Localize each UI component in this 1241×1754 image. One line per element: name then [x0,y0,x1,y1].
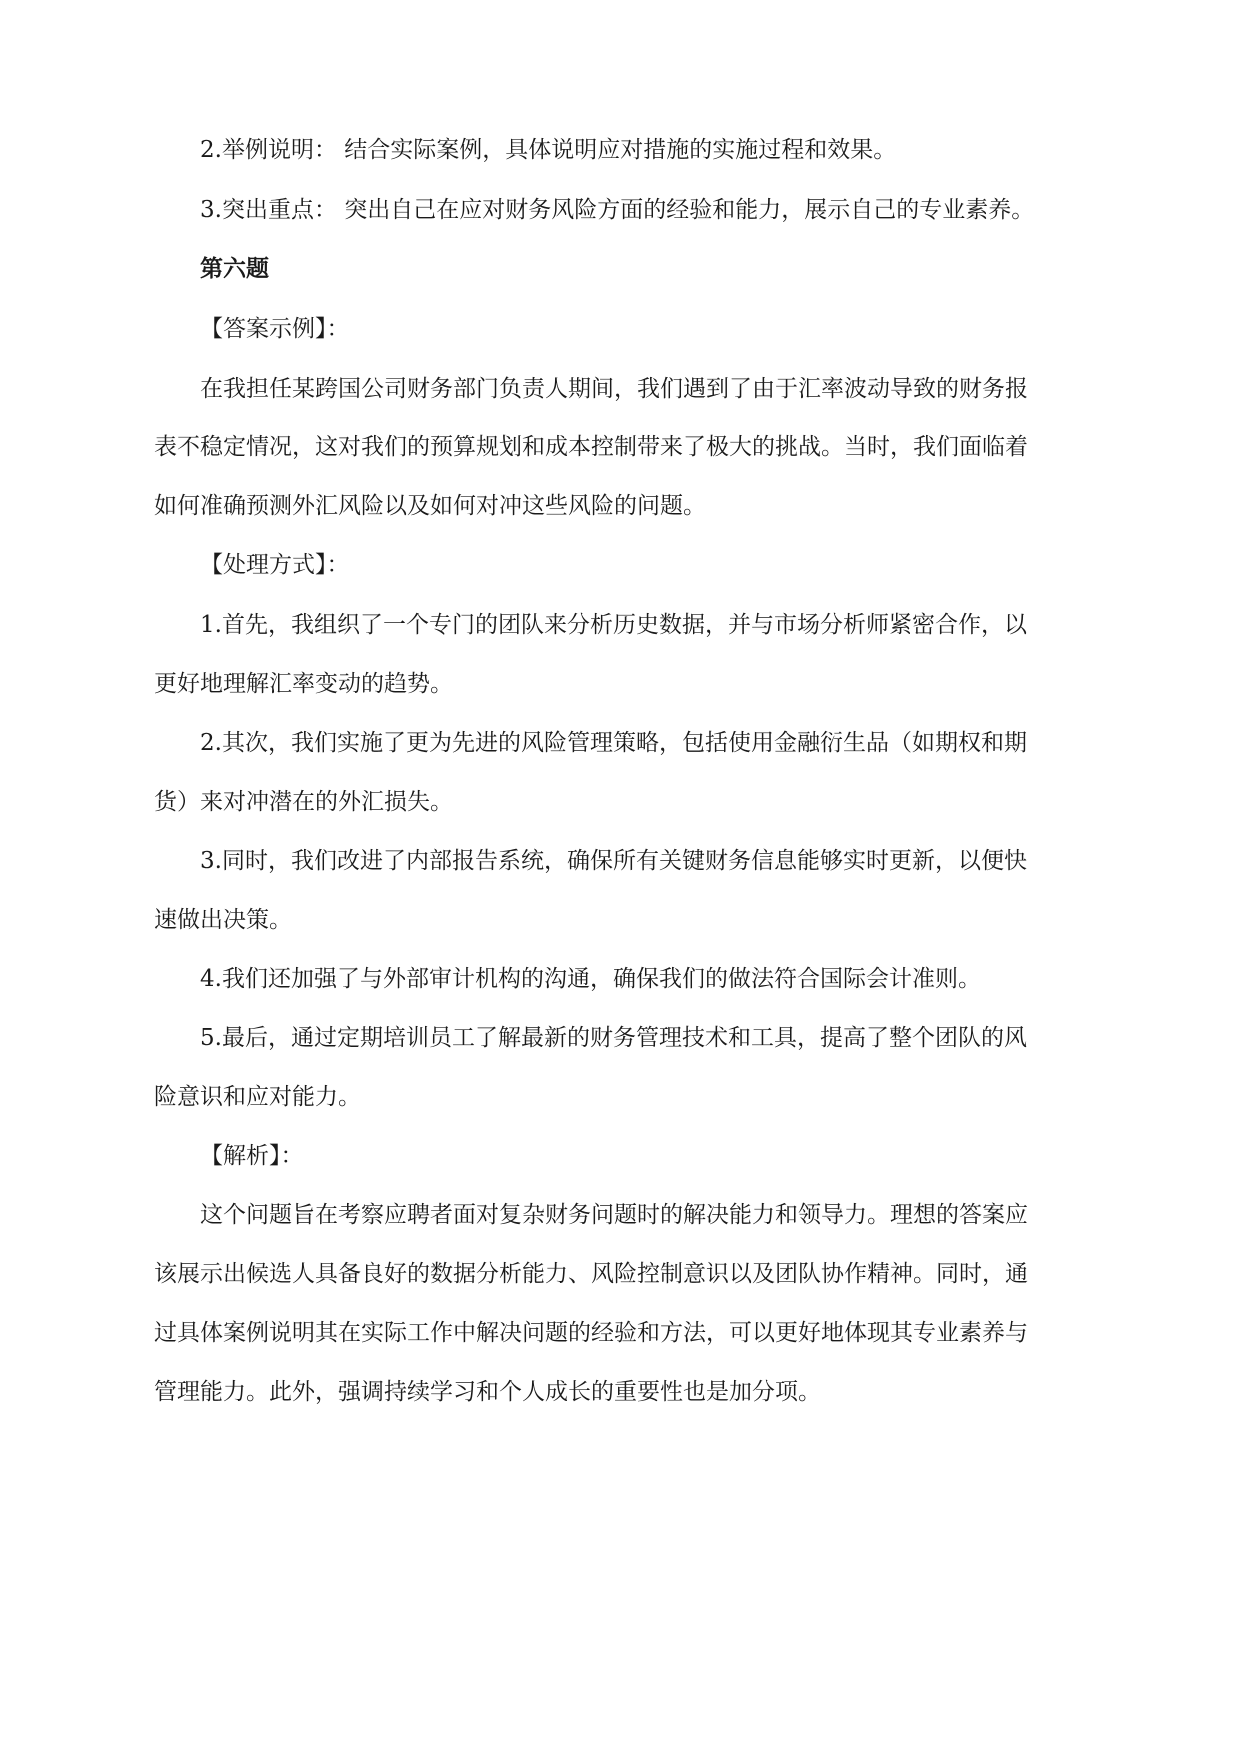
question-six-heading: 第六题 [200,255,269,282]
analysis-paragraph-line: 这个问题旨在考察应聘者面对复杂财务问题时的解决能力和领导力。理想的答案应 [200,1202,1028,1228]
analysis-paragraph-line: 该展示出候选人具备良好的数据分析能力、风险控制意识以及团队协作精神。同时，通 [154,1261,1028,1287]
handling-step-1: 1.首先，我组织了一个专门的团队来分析历史数据，并与市场分析师紧密合作，以 [200,612,1027,638]
answer-paragraph-line: 在我担任某跨国公司财务部门负责人期间，我们遇到了由于汇率波动导致的财务报 [200,376,1028,402]
point-2-example: 2.举例说明： 结合实际案例，具体说明应对措施的实施过程和效果。 [200,137,897,163]
handling-step-2-cont: 货）来对冲潜在的外汇损失。 [154,789,453,815]
analysis-label: 【解析】： [200,1143,304,1169]
handling-step-5-cont: 险意识和应对能力。 [154,1084,361,1110]
answer-paragraph-line: 如何准确预测外汇风险以及如何对冲这些风险的问题。 [154,493,706,519]
handling-step-5: 5.最后，通过定期培训员工了解最新的财务管理技术和工具，提高了整个团队的风 [200,1025,1027,1051]
handling-step-1-cont: 更好地理解汇率变动的趋势。 [154,671,453,697]
handling-step-3: 3.同时，我们改进了内部报告系统，确保所有关键财务信息能够实时更新，以便快 [200,848,1027,874]
answer-paragraph-line: 表不稳定情况，这对我们的预算规划和成本控制带来了极大的挑战。当时，我们面临着 [154,434,1028,460]
handling-step-3-cont: 速做出决策。 [154,907,292,933]
handling-step-2: 2.其次，我们实施了更为先进的风险管理策略，包括使用金融衍生品（如期权和期 [200,730,1027,756]
analysis-paragraph-line: 管理能力。此外，强调持续学习和个人成长的重要性也是加分项。 [154,1379,821,1405]
answer-example-label: 【答案示例】： [200,316,350,342]
handling-step-4: 4.我们还加强了与外部审计机构的沟通，确保我们的做法符合国际会计准则。 [200,966,981,992]
handling-method-label: 【处理方式】： [200,552,350,578]
analysis-paragraph-line: 过具体案例说明其在实际工作中解决问题的经验和方法，可以更好地体现其专业素养与 [154,1320,1028,1346]
point-3-highlight: 3.突出重点： 突出自己在应对财务风险方面的经验和能力，展示自己的专业素养。 [200,197,1035,223]
